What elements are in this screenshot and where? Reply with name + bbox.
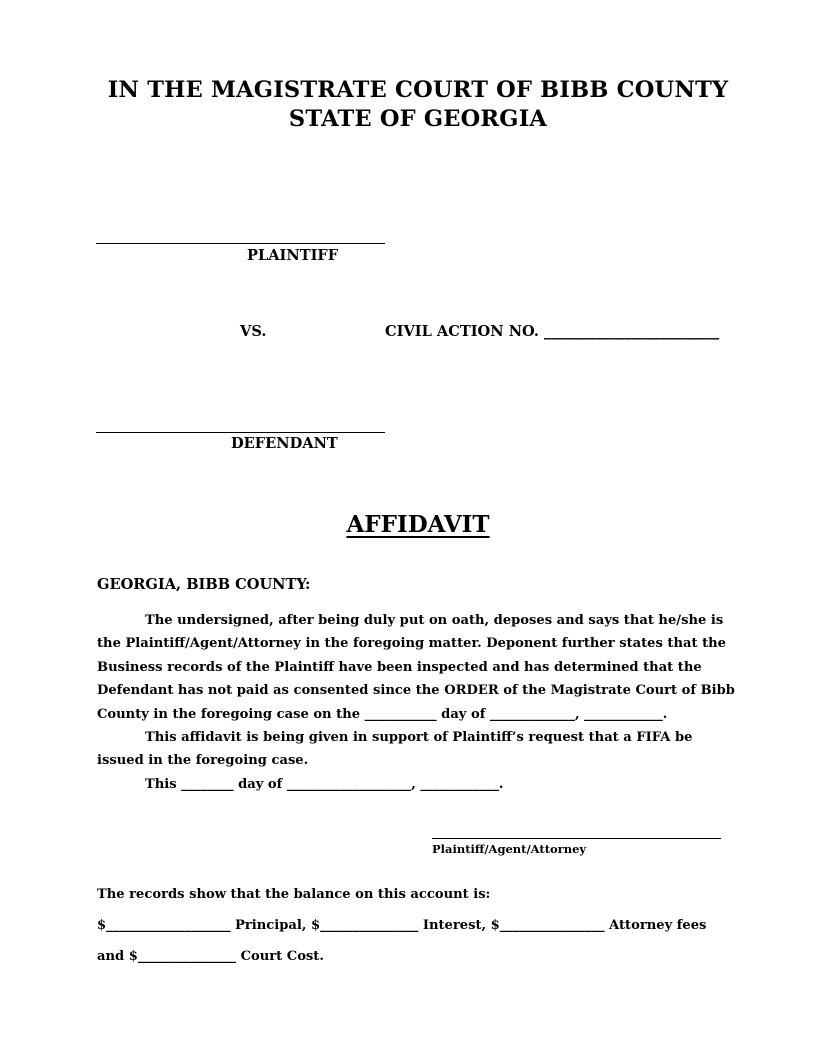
civil-action-number: CIVIL ACTION NO. ________________________ [385,323,720,340]
affidavit-body [97,609,737,796]
court-heading-line2: STATE OF GEORGIA [288,106,548,132]
balance-intro: The records show that the balance on this account is: [97,887,491,902]
vs-label: VS. [240,323,267,340]
document-title [0,511,816,538]
plaintiff-name-line [96,243,385,244]
affidavit-paragraph-1: The undersigned, after being duly put on oath, deposes and says that he/she is the Plaintiff/Agent/Attorney in the foregoing matter. Deponent further states that the Business records of the Plaintiff have been inspected and has determined that the Defendant has not paid as consented since the ORDER of the Magistrate Court of Bibb County in the foregoing case on the ___________ day of _____________, ____________. [97,613,735,722]
defendant-label: DEFENDANT [231,435,338,452]
balance-line-2: and $_______________ Court Cost. [97,949,324,964]
signature-label: Plaintiff/Agent/Attorney [432,842,587,856]
venue-heading: GEORGIA, BIBB COUNTY: [97,576,311,593]
balance-line-1: $___________________ Principal, $_______________ Interest, $________________ Attorney fees [97,918,707,933]
defendant-name-line [96,432,385,433]
affidavit-paragraph-2: This affidavit is being given in support of Plaintiff’s request that a FIFA be issued in the foregoing case. [97,730,693,769]
affidavit-paragraph-3: This ________ day of ___________________, ____________. [145,776,504,792]
signature-line [432,838,721,839]
court-heading-line1: IN THE MAGISTRATE COURT OF BIBB COUNTY [107,77,729,103]
affidavit-title-text: AFFIDAVIT [346,511,490,538]
plaintiff-label: PLAINTIFF [247,247,339,264]
